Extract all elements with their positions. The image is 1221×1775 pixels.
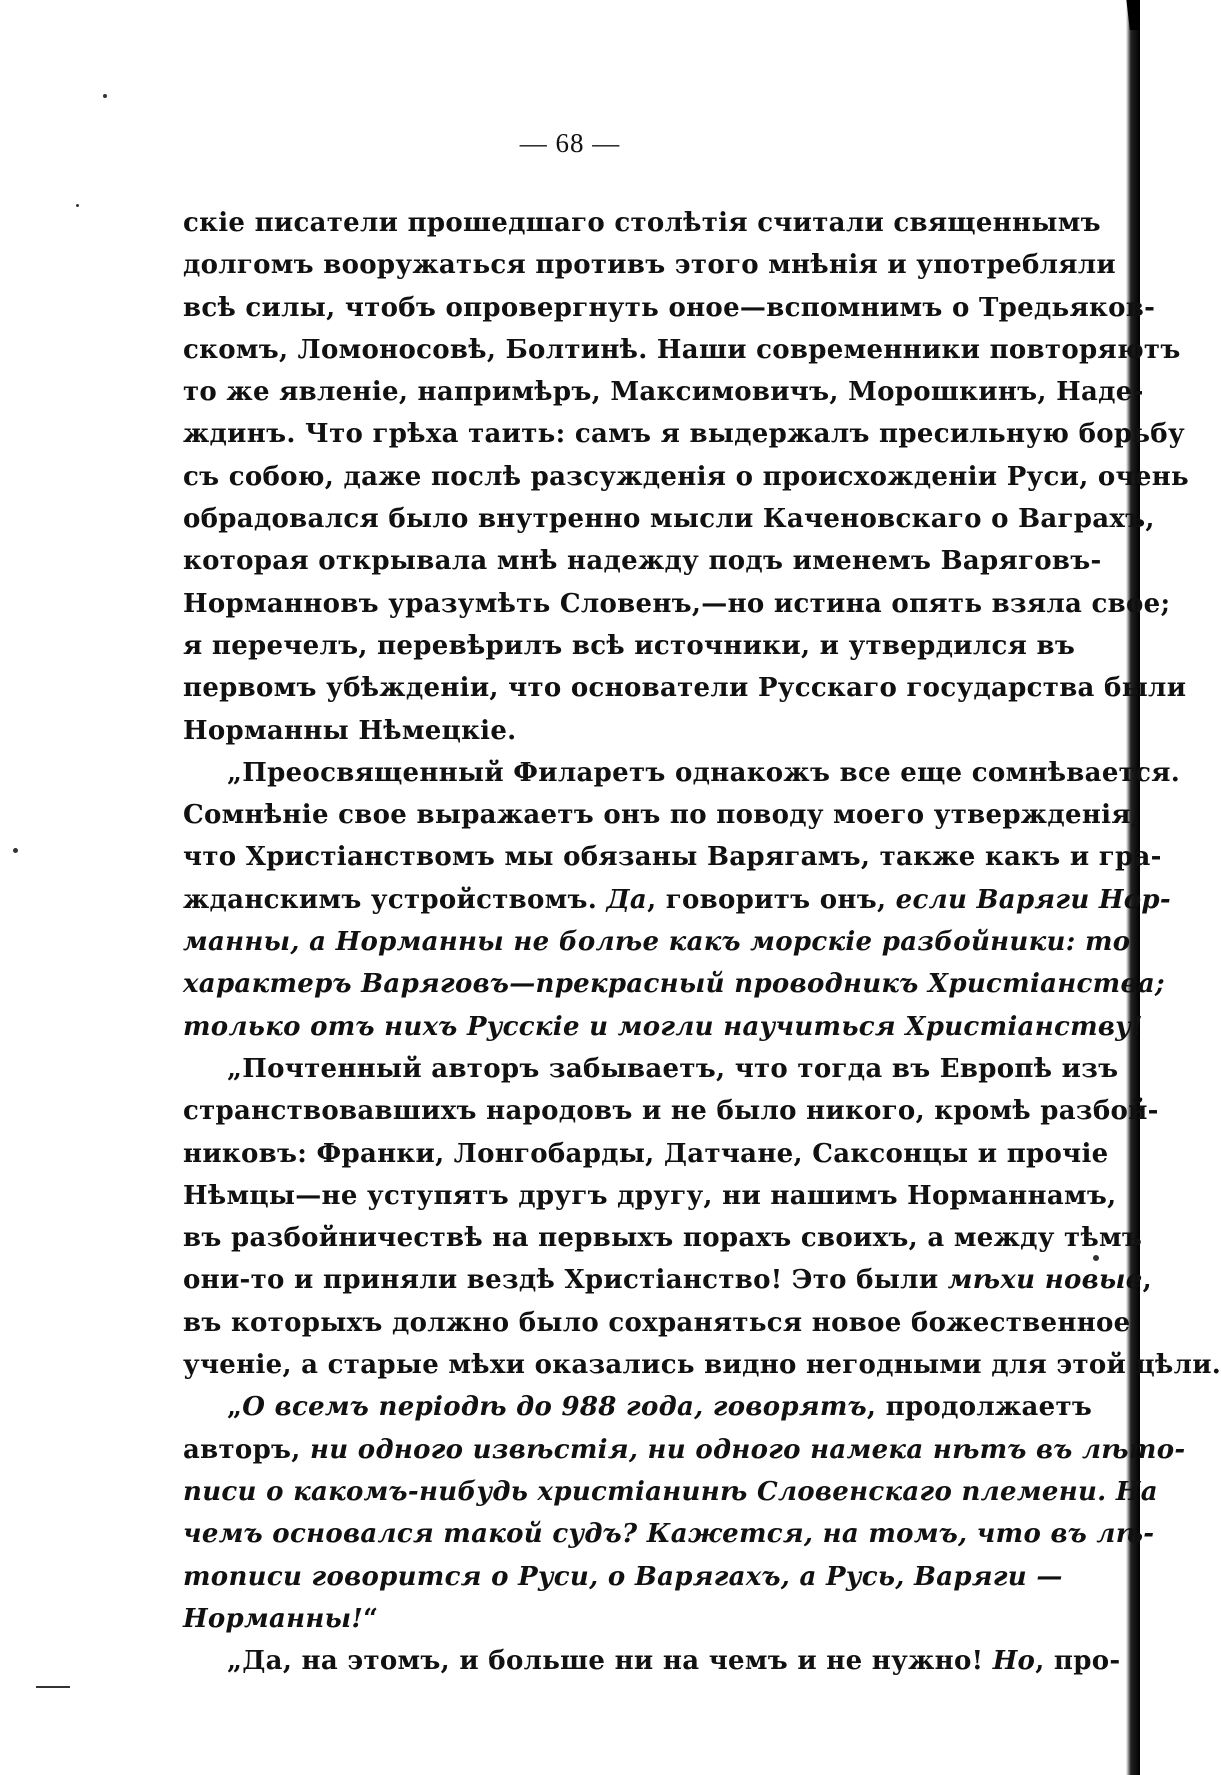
italic-segment: О всемъ періодѣ до 988 года, говорятъ xyxy=(242,1392,867,1423)
text-segment: „ xyxy=(227,1392,243,1423)
text-segment: которая открывала мнѣ надежду подъ именемъ Варяговъ- xyxy=(183,546,1102,577)
text-line xyxy=(183,625,1076,667)
text-line xyxy=(183,879,1171,921)
text-line xyxy=(183,1640,1121,1682)
text-line xyxy=(183,1429,1186,1471)
text-segment: долгомъ вооружаться противъ этого мнѣнія и употребляли xyxy=(183,250,1116,281)
text-segment: , xyxy=(1142,1265,1152,1296)
text-segment: первомъ убѣжденіи, что основатели Русскаго государства были xyxy=(183,673,1187,704)
text-line xyxy=(183,710,995,752)
text-segment: авторъ, xyxy=(183,1434,310,1465)
text-segment: ждинъ. Что грѣха таить: самъ я выдержалъ пресильную борьбу xyxy=(183,419,1185,450)
italic-segment: если Варяги Нор- xyxy=(895,884,1171,915)
text-line xyxy=(183,1344,1221,1386)
text-line xyxy=(183,1006,1143,1048)
text-segment: обрадовался было внутренно мысли Каченовскаго о Ваграхъ, xyxy=(183,504,1155,535)
text-line xyxy=(183,1556,1063,1598)
text-line xyxy=(183,1302,1131,1344)
italic-segment: писи о какомъ-нибудь христіанинѣ Словенскаго племени. На xyxy=(183,1476,1158,1507)
text-line xyxy=(183,794,1141,836)
text-segment: скіе писатели прошедшаго столѣтія считали священнымъ xyxy=(183,208,1101,238)
text-segment: то же явленіе, напримѣръ, Максимовичъ, Морошкинъ, Наде- xyxy=(183,377,1144,408)
italic-segment: ни одного извѣстія, ни одного намека нѣтъ въ лѣто- xyxy=(310,1434,1186,1465)
scan-speck xyxy=(76,204,79,207)
text-line xyxy=(183,667,1187,709)
text-line xyxy=(183,329,1181,371)
text-segment: , говоритъ онъ, xyxy=(647,884,896,915)
text-line xyxy=(183,540,1102,582)
text-segment: съ собою, даже послѣ разсужденія о происхожденіи Руси, очень xyxy=(183,461,1189,492)
text-segment: жданскимъ устройствомъ. xyxy=(183,884,607,915)
text-line xyxy=(183,1090,1159,1132)
page-corner-shadow xyxy=(1106,0,1140,30)
text-segment: „Преосвященный Филаретъ однакожъ все еще сомнѣвается. xyxy=(227,757,1181,788)
italic-segment: тописи говорится о Руси, о Варягахъ, а Русь, Варяги — xyxy=(183,1561,1063,1592)
text-line xyxy=(183,371,1144,413)
body-text xyxy=(183,202,1221,1682)
text-line xyxy=(183,413,1185,455)
text-line xyxy=(183,1471,1158,1513)
scan-speck xyxy=(1093,1255,1099,1261)
italic-segment: чемъ основался такой судъ? Кажется, на томъ, что въ лѣ- xyxy=(183,1519,1155,1550)
text-segment: , продолжаетъ xyxy=(866,1392,1093,1423)
text-line xyxy=(183,1598,995,1640)
italic-segment: манны, а Норманны не болѣе какъ морскіе разбойники: то xyxy=(183,927,1131,958)
text-line xyxy=(183,202,1101,244)
text-line xyxy=(183,456,1189,498)
italic-segment: характеръ Варяговъ—прекрасный проводникъ Христіанства; xyxy=(183,969,1165,1000)
text-line xyxy=(183,1513,1155,1555)
text-line xyxy=(183,244,1116,286)
scan-speck xyxy=(13,848,18,853)
text-line xyxy=(183,752,1181,794)
italic-segment: мѣхи новые xyxy=(947,1265,1143,1296)
text-segment: , про- xyxy=(1035,1646,1121,1677)
italic-segment: только отъ нихъ Русскіе и могли научиться Христіанству! xyxy=(183,1011,1143,1042)
text-line xyxy=(183,1386,1093,1428)
text-segment: скомъ, Ломоносовѣ, Болтинѣ. Наши современники повторяютъ xyxy=(183,334,1181,365)
text-segment: я перечелъ, перевѣрилъ всѣ источники, и утвердился въ xyxy=(183,630,1076,661)
text-line xyxy=(183,1259,1152,1301)
text-segment: что Христіанствомъ мы обязаны Варягамъ, также какъ и гра- xyxy=(183,842,1162,873)
text-line xyxy=(183,963,1165,1005)
italic-segment: Да xyxy=(606,884,648,915)
text-segment: “ xyxy=(363,1603,379,1634)
text-line xyxy=(183,583,1171,625)
text-line xyxy=(183,836,1162,878)
text-segment: Сомнѣніе свое выражаетъ онъ по поводу моего утвержденія, xyxy=(183,800,1141,831)
margin-mark xyxy=(36,1686,70,1688)
text-line xyxy=(183,1133,1109,1175)
text-segment: въ которыхъ должно было сохраняться новое божественное xyxy=(183,1307,1131,1338)
scan-speck xyxy=(103,94,107,98)
text-segment: они-то и приняли вездѣ Христіанство! Это были xyxy=(183,1265,948,1296)
text-segment: Норманновъ уразумѣть Словенъ,—но истина опять взяла свое; xyxy=(183,588,1171,619)
text-segment: „Почтенный авторъ забываетъ, что тогда въ Европѣ изъ xyxy=(227,1053,1119,1084)
text-line xyxy=(183,1175,1117,1217)
italic-segment: Норманны! xyxy=(183,1603,364,1634)
italic-segment: Но xyxy=(992,1646,1036,1677)
text-segment: никовъ: Франки, Лонгобарды, Датчане, Саксонцы и прочіе xyxy=(183,1138,1109,1169)
text-line xyxy=(183,921,1131,963)
text-segment: всѣ силы, чтобъ опровергнуть оное—вспомнимъ о Тредьяков- xyxy=(183,292,1156,323)
text-segment: въ разбойничествѣ на первыхъ порахъ своихъ, а между тѣмъ xyxy=(183,1223,1143,1254)
text-line xyxy=(183,287,1156,329)
text-segment: странствовавшихъ народовъ и не было никого, кромѣ разбой- xyxy=(183,1096,1159,1127)
text-line xyxy=(183,1217,1143,1259)
page-number: — 68 — xyxy=(519,128,621,158)
text-segment: Нѣмцы—не уступятъ другъ другу, ни нашимъ Норманнамъ, xyxy=(183,1180,1117,1211)
text-segment: „Да, на этомъ, и больше ни на чемъ и не нужно! xyxy=(227,1646,993,1677)
text-segment: ученіе, а старые мѣхи оказались видно негодными для этой цѣли. xyxy=(183,1350,1221,1381)
text-line xyxy=(183,498,1155,540)
text-segment: Норманны Нѣмецкіе. xyxy=(183,715,517,746)
text-line xyxy=(183,1048,1119,1090)
